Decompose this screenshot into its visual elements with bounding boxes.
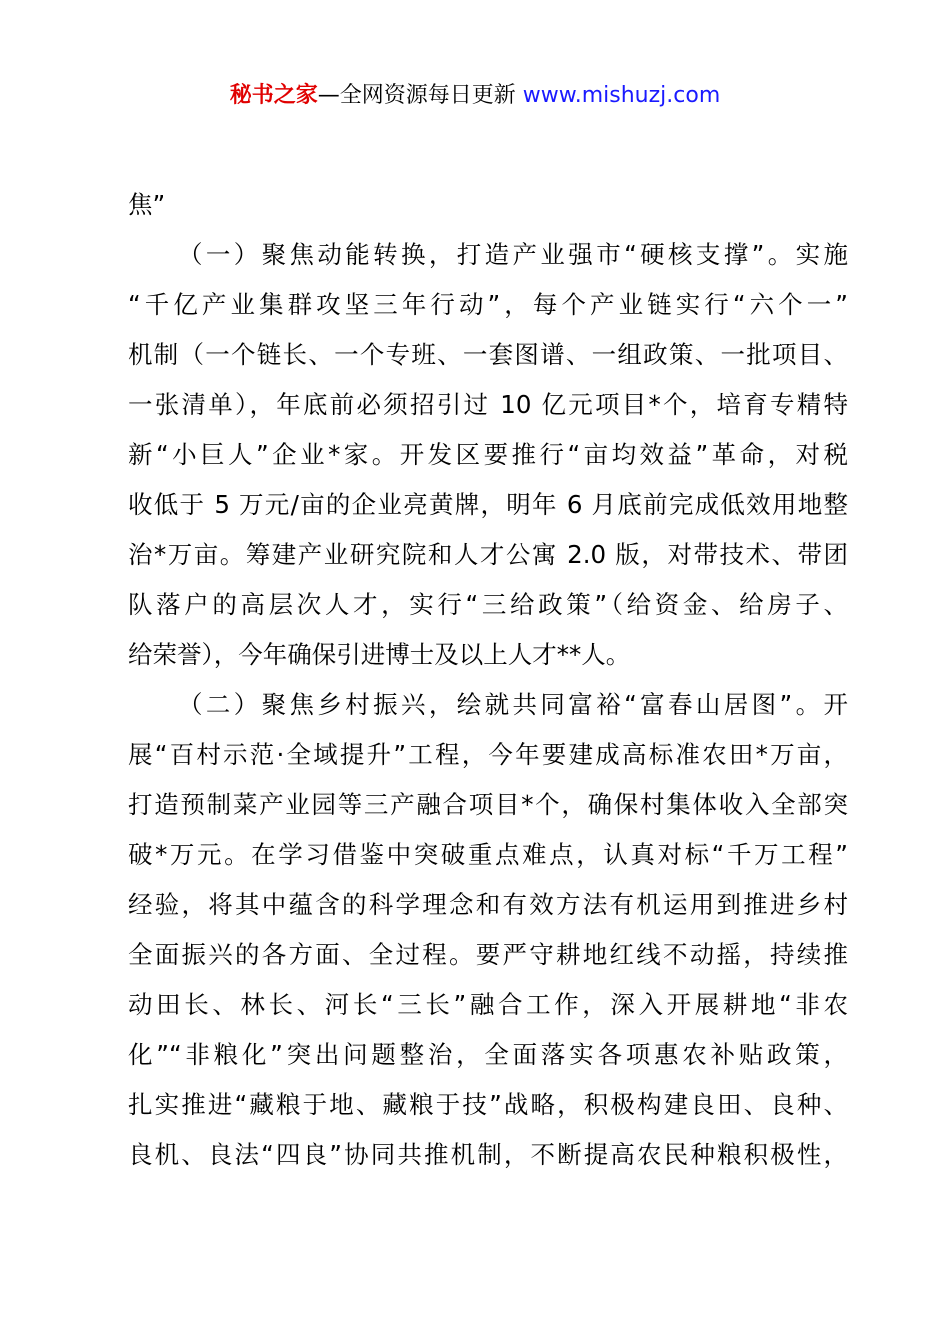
document-body <box>128 180 848 1180</box>
text-line: 良机、良法“四良”协同共推机制，不断提高农民种粮积极性， <box>128 1140 848 1169</box>
text-line: “千亿产业集群攻坚三年行动”，每个产业链实行“六个一” <box>128 290 848 319</box>
paragraph-start-line: （二）聚焦乡村振兴，绘就共同富裕“富春山居图”。开 <box>178 690 848 719</box>
text-line: 打造预制菜产业园等三产融合项目*个，确保村集体收入全部突 <box>128 790 848 819</box>
text-line: 一张清单），年底前必须招引过 10 亿元项目*个，培育专精特 <box>128 390 848 419</box>
paragraph-start-line: （一）聚焦动能转换，打造产业强市“硬核支撑”。实施 <box>178 240 848 269</box>
text-line: 机制（一个链长、一个专班、一套图谱、一组政策、一批项目、 <box>128 340 848 369</box>
text-line: 破*万元。在学习借鉴中突破重点难点，认真对标“千万工程” <box>128 840 848 869</box>
text-line: 队落户的高层次人才，实行“三给政策”（给资金、给房子、 <box>128 590 848 619</box>
paragraph-end-line: 给荣誉），今年确保引进博士及以上人才**人。 <box>128 640 631 669</box>
header-url[interactable]: www.mishuzj.com <box>522 83 721 108</box>
text-line: 动田长、林长、河长“三长”融合工作，深入开展耕地“非农 <box>128 990 848 1019</box>
header-tagline: —全网资源每日更新 <box>317 83 523 108</box>
text-line: 经验，将其中蕴含的科学理念和有效方法有机运用到推进乡村 <box>128 890 848 919</box>
text-line: 新“小巨人”企业*家。开发区要推行“亩均效益”革命，对税 <box>128 440 848 469</box>
text-line: 化”“非粮化”突出问题整治，全面落实各项惠农补贴政策， <box>128 1040 848 1069</box>
text-line: 收低于 5 万元/亩的企业亮黄牌，明年 6 月底前完成低效用地整 <box>128 490 848 519</box>
text-line: 展“百村示范·全域提升”工程，今年要建成高标准农田*万亩， <box>128 740 848 769</box>
page-header <box>0 80 950 112</box>
text-line: 治*万亩。筹建产业研究院和人才公寓 2.0 版，对带技术、带团 <box>128 540 848 569</box>
text-line: 全面振兴的各方面、全过程。要严守耕地红线不动摇，持续推 <box>128 940 848 969</box>
text-line: 焦” <box>128 190 166 219</box>
text-line: 扎实推进“藏粮于地、藏粮于技”战略，积极构建良田、良种、 <box>128 1090 848 1119</box>
header-brand: 秘书之家 <box>229 83 318 108</box>
